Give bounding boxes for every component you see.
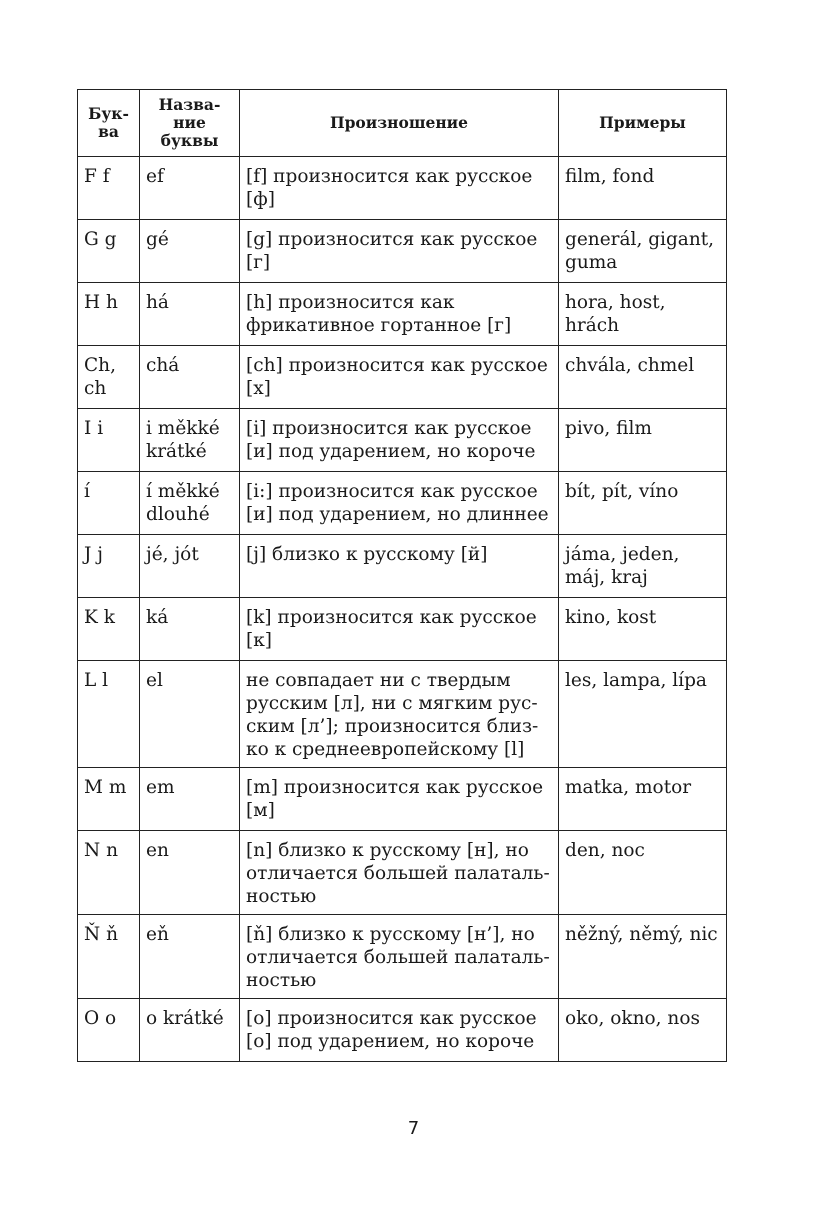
table-row	[78, 283, 727, 346]
table-row	[78, 157, 727, 220]
cell-pronunciation-line: русским [л], ни с мягким рус-	[246, 693, 538, 714]
cell-pronunciation-line: [f] произносится как русское	[246, 166, 533, 187]
cell-pronunciation-line: не совпадает ни с твердым	[246, 670, 511, 691]
cell-examples	[559, 831, 727, 915]
cell-pronunciation-line: [i:] произносится как русское	[246, 481, 538, 502]
header-examples: Примеры	[559, 90, 727, 157]
cell-pronunciation-line: [o] произносится как русское	[246, 1008, 537, 1029]
table-body	[78, 157, 727, 1062]
cell-letter	[78, 915, 140, 999]
cell-letter	[78, 661, 140, 768]
cell-examples-line: chvála, chmel	[565, 355, 695, 376]
cell-letter-name	[140, 157, 240, 220]
cell-letter-name	[140, 220, 240, 283]
cell-letter-name	[140, 346, 240, 409]
cell-examples	[559, 472, 727, 535]
cell-letter-name-line: eň	[146, 924, 169, 945]
cell-examples-line: kino, kost	[565, 607, 657, 628]
cell-letter-line: G g	[84, 229, 117, 250]
cell-pronunciation-line: [х]	[246, 378, 271, 399]
cell-letter-name	[140, 409, 240, 472]
cell-pronunciation	[240, 768, 559, 831]
table-row	[78, 220, 727, 283]
cell-letter	[78, 409, 140, 472]
cell-letter	[78, 831, 140, 915]
cell-letter-name-line: ef	[146, 166, 164, 187]
cell-examples	[559, 535, 727, 598]
cell-letter-line: L l	[84, 670, 109, 691]
cell-examples	[559, 346, 727, 409]
cell-letter	[78, 535, 140, 598]
cell-pronunciation-line: [ф]	[246, 189, 275, 210]
cell-letter-name-line: en	[146, 840, 169, 861]
cell-pronunciation	[240, 915, 559, 999]
cell-letter-line: Ch,	[84, 355, 116, 376]
cell-pronunciation-line: [j] близко к русскому [й]	[246, 544, 488, 565]
table-row	[78, 346, 727, 409]
cell-examples	[559, 915, 727, 999]
header-letter: Бук- ва	[78, 90, 140, 157]
cell-letter	[78, 472, 140, 535]
table-row	[78, 915, 727, 999]
cell-examples-line: oko, okno, nos	[565, 1008, 700, 1029]
cell-examples-line: hora, host,	[565, 292, 666, 313]
cell-examples-line: něžný, němý, nic	[565, 924, 718, 945]
cell-letter-name	[140, 661, 240, 768]
cell-letter-name-line: i měkké	[146, 418, 220, 439]
cell-pronunciation-line: ским [л’]; произносится близ-	[246, 716, 539, 737]
cell-pronunciation	[240, 346, 559, 409]
cell-letter	[78, 157, 140, 220]
cell-letter	[78, 598, 140, 661]
table-header-row	[78, 90, 727, 157]
cell-pronunciation	[240, 831, 559, 915]
cell-pronunciation-line: [о] под ударением, но короче	[246, 1031, 535, 1052]
cell-letter-line: ch	[84, 378, 107, 399]
alphabet-table	[77, 89, 727, 1062]
table-row	[78, 831, 727, 915]
cell-pronunciation-line: [h] произносится как	[246, 292, 455, 313]
cell-examples	[559, 999, 727, 1062]
cell-examples-line: pivo, film	[565, 418, 652, 439]
table-row	[78, 598, 727, 661]
cell-letter	[78, 283, 140, 346]
cell-examples	[559, 409, 727, 472]
cell-pronunciation-line: [m] произносится как русское	[246, 777, 544, 798]
table-row	[78, 472, 727, 535]
cell-pronunciation-line: [i] произносится как русское	[246, 418, 532, 439]
cell-pronunciation-line: [g] произносится как русское	[246, 229, 538, 250]
cell-pronunciation	[240, 598, 559, 661]
cell-pronunciation	[240, 283, 559, 346]
cell-letter-name-line: chá	[146, 355, 180, 376]
cell-pronunciation-line: [ch] произносится как русское	[246, 355, 548, 376]
cell-pronunciation-line: ностью	[246, 886, 317, 907]
cell-examples-line: den, noc	[565, 840, 645, 861]
cell-pronunciation	[240, 220, 559, 283]
cell-examples-line: guma	[565, 252, 618, 273]
cell-pronunciation-line: [и] под ударением, но короче	[246, 441, 536, 462]
cell-pronunciation	[240, 409, 559, 472]
cell-examples-line: generál, gigant,	[565, 229, 715, 250]
cell-pronunciation-line: [и] под ударением, но длиннее	[246, 504, 549, 525]
cell-pronunciation-line: [г]	[246, 252, 271, 273]
cell-pronunciation-line: [ň] близко к русскому [н’], но	[246, 924, 535, 945]
cell-letter-name-line: ká	[146, 607, 169, 628]
cell-pronunciation	[240, 999, 559, 1062]
page-number: 7	[407, 1118, 420, 1139]
table-row	[78, 999, 727, 1062]
cell-letter-line: Ň ň	[84, 924, 118, 945]
cell-examples-line: hrách	[565, 315, 620, 336]
cell-pronunciation	[240, 157, 559, 220]
cell-examples	[559, 598, 727, 661]
cell-examples	[559, 157, 727, 220]
cell-examples-line: máj, kraj	[565, 567, 648, 588]
cell-letter-name	[140, 472, 240, 535]
cell-pronunciation	[240, 661, 559, 768]
cell-letter	[78, 346, 140, 409]
header-pronunciation: Произношение	[240, 90, 559, 157]
cell-examples-line: bít, pít, víno	[565, 481, 679, 502]
cell-pronunciation-line: [k] произносится как русское	[246, 607, 537, 628]
cell-letter-line: í	[84, 481, 90, 502]
cell-examples	[559, 220, 727, 283]
cell-pronunciation-line: ко к среднеевропейскому [l]	[246, 739, 525, 760]
cell-examples-line: les, lampa, lípa	[565, 670, 707, 691]
cell-pronunciation-line: [м]	[246, 800, 275, 821]
cell-letter-name	[140, 283, 240, 346]
cell-letter-line: J j	[84, 544, 104, 565]
cell-letter-name	[140, 768, 240, 831]
cell-examples-line: jáma, jeden,	[565, 544, 680, 565]
cell-letter-line: K k	[84, 607, 115, 628]
cell-examples	[559, 768, 727, 831]
cell-examples-line: film, fond	[565, 166, 655, 187]
cell-letter-name	[140, 598, 240, 661]
cell-pronunciation	[240, 472, 559, 535]
cell-letter	[78, 768, 140, 831]
cell-letter-name-line: gé	[146, 229, 169, 250]
cell-pronunciation-line: отличается большей палаталь-	[246, 863, 550, 884]
table-row	[78, 409, 727, 472]
cell-letter-line: I i	[84, 418, 104, 439]
cell-pronunciation-line: [к]	[246, 630, 272, 651]
cell-letter-name	[140, 999, 240, 1062]
cell-letter-name	[140, 915, 240, 999]
cell-pronunciation-line: [n] близко к русскому [н], но	[246, 840, 529, 861]
cell-letter-name	[140, 535, 240, 598]
cell-letter-name	[140, 831, 240, 915]
cell-letter-name-line: dlouhé	[146, 504, 210, 525]
cell-examples	[559, 661, 727, 768]
cell-letter-line: H h	[84, 292, 118, 313]
cell-letter-line: F f	[84, 166, 110, 187]
cell-letter-name-line: í měkké	[146, 481, 220, 502]
cell-examples	[559, 283, 727, 346]
cell-pronunciation-line: ностью	[246, 970, 317, 991]
cell-letter	[78, 999, 140, 1062]
cell-letter-name-line: há	[146, 292, 169, 313]
table-row	[78, 535, 727, 598]
cell-examples-line: matka, motor	[565, 777, 692, 798]
header-letter-name: Назва- ние буквы	[140, 90, 240, 157]
cell-pronunciation-line: отличается большей палаталь-	[246, 947, 550, 968]
cell-letter-line: N n	[84, 840, 118, 861]
cell-letter-name-line: krátké	[146, 441, 207, 462]
table-row	[78, 661, 727, 768]
cell-letter	[78, 220, 140, 283]
cell-pronunciation	[240, 535, 559, 598]
cell-pronunciation-line: фрикативное гортанное [г]	[246, 315, 512, 336]
cell-letter-line: M m	[84, 777, 127, 798]
cell-letter-name-line: em	[146, 777, 175, 798]
cell-letter-line: O o	[84, 1008, 117, 1029]
cell-letter-name-line: el	[146, 670, 163, 691]
cell-letter-name-line: o krátké	[146, 1008, 224, 1029]
cell-letter-name-line: jé, jót	[146, 544, 199, 565]
table-row	[78, 768, 727, 831]
